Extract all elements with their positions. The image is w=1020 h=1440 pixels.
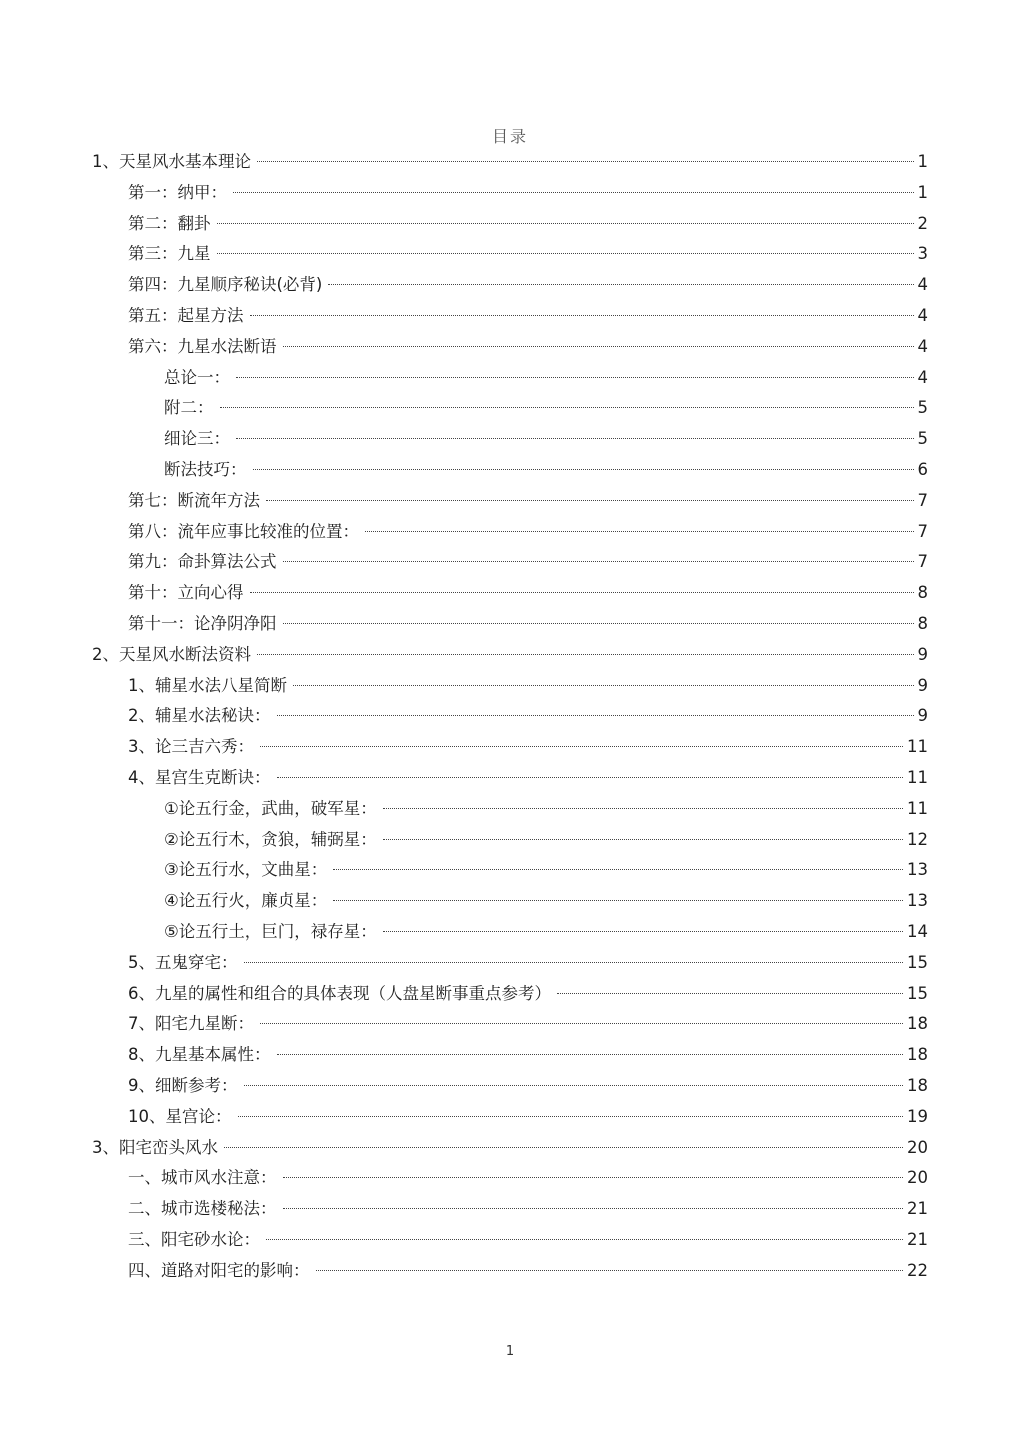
toc-entry-page-number: 21 <box>907 1229 928 1249</box>
toc-dot-leader <box>238 1115 904 1117</box>
toc-entry[interactable] <box>92 1194 928 1225</box>
page-number: 1 <box>505 1344 515 1359</box>
toc-entry[interactable] <box>92 424 928 455</box>
toc-entry[interactable] <box>92 455 928 486</box>
toc-entry[interactable] <box>92 332 928 363</box>
toc-entry[interactable] <box>92 917 928 948</box>
toc-entry[interactable] <box>92 270 928 301</box>
toc-entry-page-number: 18 <box>907 1045 928 1065</box>
toc-dot-leader <box>333 899 903 901</box>
toc-entry-page-number: 7 <box>917 521 928 541</box>
toc-dot-leader <box>253 468 914 470</box>
toc-dot-leader <box>236 437 914 439</box>
toc-dot-leader <box>277 714 914 716</box>
toc-dot-leader <box>260 1022 903 1024</box>
toc-entry-page-number: 1 <box>917 182 928 202</box>
toc-dot-leader <box>283 345 914 347</box>
toc-dot-leader <box>266 499 914 501</box>
toc-entry[interactable] <box>92 239 928 270</box>
toc-entry-page-number: 4 <box>917 305 928 325</box>
toc-entry-label: 第八：流年应事比较准的位置： <box>128 521 359 541</box>
toc-entry-label: ③论五行水，文曲星： <box>164 860 328 880</box>
toc-entry-label: 第九：命卦算法公式 <box>128 552 277 572</box>
toc-entry-label: 5、五鬼穿宅： <box>128 952 238 972</box>
toc-entry-page-number: 20 <box>907 1168 928 1188</box>
toc-entry[interactable] <box>92 1102 928 1133</box>
toc-entry[interactable] <box>92 701 928 732</box>
toc-entry[interactable] <box>92 732 928 763</box>
toc-dot-leader <box>383 807 903 809</box>
toc-entry[interactable] <box>92 1256 928 1287</box>
toc-entry-page-number: 11 <box>907 767 928 787</box>
toc-entry-page-number: 8 <box>917 613 928 633</box>
toc-entry-page-number: 18 <box>907 1075 928 1095</box>
toc-dot-leader <box>220 406 914 408</box>
toc-dot-leader <box>383 838 903 840</box>
toc-dot-leader <box>283 1207 904 1209</box>
toc-entry[interactable] <box>92 486 928 517</box>
toc-dot-leader <box>333 868 903 870</box>
toc-dot-leader <box>383 930 903 932</box>
toc-entry-page-number: 12 <box>907 829 928 849</box>
toc-entry-label: 细论三： <box>164 429 230 449</box>
toc-entry-label: 断法技巧： <box>164 459 247 479</box>
toc-entry-page-number: 11 <box>907 737 928 757</box>
toc-entry[interactable] <box>92 979 928 1010</box>
toc-dot-leader <box>328 283 913 285</box>
toc-entry-label: 一、城市风水注意： <box>128 1168 277 1188</box>
toc-entry-page-number: 11 <box>907 798 928 818</box>
toc-dot-leader <box>217 222 914 224</box>
toc-dot-leader <box>365 530 914 532</box>
toc-entry-label: 附二： <box>164 398 214 418</box>
toc-entry-page-number: 2 <box>917 213 928 233</box>
toc-entry-label: 10、星宫论： <box>128 1106 232 1126</box>
toc-dot-leader <box>257 653 914 655</box>
toc-dot-leader <box>557 992 903 994</box>
toc-dot-leader <box>244 1084 904 1086</box>
toc-entry-label: 四、道路对阳宅的影响： <box>128 1260 310 1280</box>
toc-entry-label: ②论五行木，贪狼，辅弼星： <box>164 829 377 849</box>
toc-entry[interactable] <box>92 825 928 856</box>
toc-entry-page-number: 21 <box>907 1199 928 1219</box>
toc-entry-label: 2、天星风水断法资料 <box>92 644 251 664</box>
toc-dot-leader <box>217 252 914 254</box>
toc-entry[interactable] <box>92 640 928 671</box>
toc-entry-label: 1、辅星水法八星简断 <box>128 675 287 695</box>
toc-entry[interactable] <box>92 794 928 825</box>
toc-dot-leader <box>293 684 914 686</box>
toc-dot-leader <box>236 376 914 378</box>
toc-dot-leader <box>283 560 914 562</box>
toc-entry[interactable] <box>92 178 928 209</box>
toc-entry-page-number: 18 <box>907 1014 928 1034</box>
toc-entry-label: 第三：九星 <box>128 244 211 264</box>
toc-entry-label: ④论五行火，廉贞星： <box>164 891 328 911</box>
toc-dot-leader <box>250 314 914 316</box>
toc-entry-label: 7、阳宅九星断： <box>128 1014 254 1034</box>
toc-entry-page-number: 4 <box>917 336 928 356</box>
toc-entry-page-number: 15 <box>907 983 928 1003</box>
toc-entry-page-number: 20 <box>907 1137 928 1157</box>
toc-dot-leader <box>283 1176 904 1178</box>
toc-entry-label: ⑤论五行土，巨门，禄存星： <box>164 921 377 941</box>
toc-entry-page-number: 8 <box>917 583 928 603</box>
toc-title: 目录 <box>491 127 528 146</box>
toc-entry-label: 第十一：论净阴净阳 <box>128 613 277 633</box>
toc-entry-label: ①论五行金，武曲，破军星： <box>164 798 377 818</box>
toc-entry[interactable] <box>92 1040 928 1071</box>
toc-entry[interactable] <box>92 948 928 979</box>
toc-entry-label: 2、辅星水法秘诀： <box>128 706 271 726</box>
toc-entry[interactable] <box>92 1163 928 1194</box>
toc-entry[interactable] <box>92 1133 928 1164</box>
toc-entry-page-number: 9 <box>917 706 928 726</box>
toc-dot-leader <box>260 745 903 747</box>
toc-entry[interactable] <box>92 517 928 548</box>
toc-entry-page-number: 6 <box>917 459 928 479</box>
toc-entry-label: 第四：九星顺序秘诀(必背) <box>128 275 323 295</box>
toc-entry[interactable] <box>92 671 928 702</box>
toc-dot-leader <box>316 1269 904 1271</box>
toc-entry[interactable] <box>92 1071 928 1102</box>
toc-dot-leader <box>277 776 904 778</box>
toc-entry-label: 4、星宫生克断诀： <box>128 767 271 787</box>
toc-entry-label: 第二：翻卦 <box>128 213 211 233</box>
toc-entry-label: 第七：断流年方法 <box>128 490 260 510</box>
toc-entry-page-number: 9 <box>917 675 928 695</box>
toc-entry-page-number: 7 <box>917 490 928 510</box>
toc-entry-page-number: 4 <box>917 367 928 387</box>
toc-entry[interactable] <box>92 393 928 424</box>
toc-entry[interactable] <box>92 763 928 794</box>
toc-entry-label: 3、论三吉六秀： <box>128 737 254 757</box>
toc-entry-page-number: 15 <box>907 952 928 972</box>
toc-entry[interactable] <box>92 363 928 394</box>
toc-entry-label: 3、阳宅峦头风水 <box>92 1137 218 1157</box>
toc-entry-page-number: 14 <box>907 921 928 941</box>
toc-dot-leader <box>283 622 914 624</box>
toc-entry-page-number: 9 <box>917 644 928 664</box>
toc-entry[interactable] <box>92 147 928 178</box>
toc-entry[interactable] <box>92 209 928 240</box>
toc-dot-leader <box>224 1146 903 1148</box>
toc-entry-page-number: 13 <box>907 891 928 911</box>
toc-entry-label: 总论一： <box>164 367 230 387</box>
toc-entry-page-number: 13 <box>907 860 928 880</box>
toc-entry[interactable] <box>92 301 928 332</box>
toc-entry[interactable] <box>92 609 928 640</box>
toc-entry-label: 8、九星基本属性： <box>128 1045 271 1065</box>
toc-entry-page-number: 19 <box>907 1106 928 1126</box>
toc-entry-label: 6、九星的属性和组合的具体表现（人盘星断事重点参考） <box>128 983 551 1003</box>
toc-entry[interactable] <box>92 547 928 578</box>
toc-dot-leader <box>244 961 904 963</box>
toc-entry-label: 1、天星风水基本理论 <box>92 152 251 171</box>
toc-dot-leader <box>233 191 914 193</box>
toc-entry-label: 二、城市选楼秘法： <box>128 1199 277 1219</box>
toc-entry[interactable] <box>92 855 928 886</box>
toc-entry-page-number: 5 <box>917 398 928 418</box>
toc-dot-leader <box>250 591 914 593</box>
toc-entry[interactable] <box>92 1009 928 1040</box>
toc-entry-page-number: 7 <box>917 552 928 572</box>
table-of-contents <box>92 147 928 1286</box>
toc-entry-page-number: 1 <box>917 152 928 171</box>
toc-entry[interactable] <box>92 886 928 917</box>
toc-dot-leader <box>277 1053 904 1055</box>
toc-entry-label: 9、细断参考： <box>128 1075 238 1095</box>
toc-entry-label: 第六：九星水法断语 <box>128 336 277 356</box>
toc-entry-label: 第一：纳甲： <box>128 182 227 202</box>
toc-entry-page-number: 22 <box>907 1260 928 1280</box>
toc-entry-page-number: 3 <box>917 244 928 264</box>
toc-entry-label: 第五：起星方法 <box>128 305 244 325</box>
toc-entry-label: 三、阳宅砂水论： <box>128 1229 260 1249</box>
toc-entry-label: 第十：立向心得 <box>128 583 244 603</box>
toc-entry[interactable] <box>92 1225 928 1256</box>
toc-entry[interactable] <box>92 578 928 609</box>
toc-entry-page-number: 5 <box>917 429 928 449</box>
toc-entry-page-number: 4 <box>917 275 928 295</box>
toc-dot-leader <box>257 160 914 162</box>
toc-dot-leader <box>266 1238 903 1240</box>
